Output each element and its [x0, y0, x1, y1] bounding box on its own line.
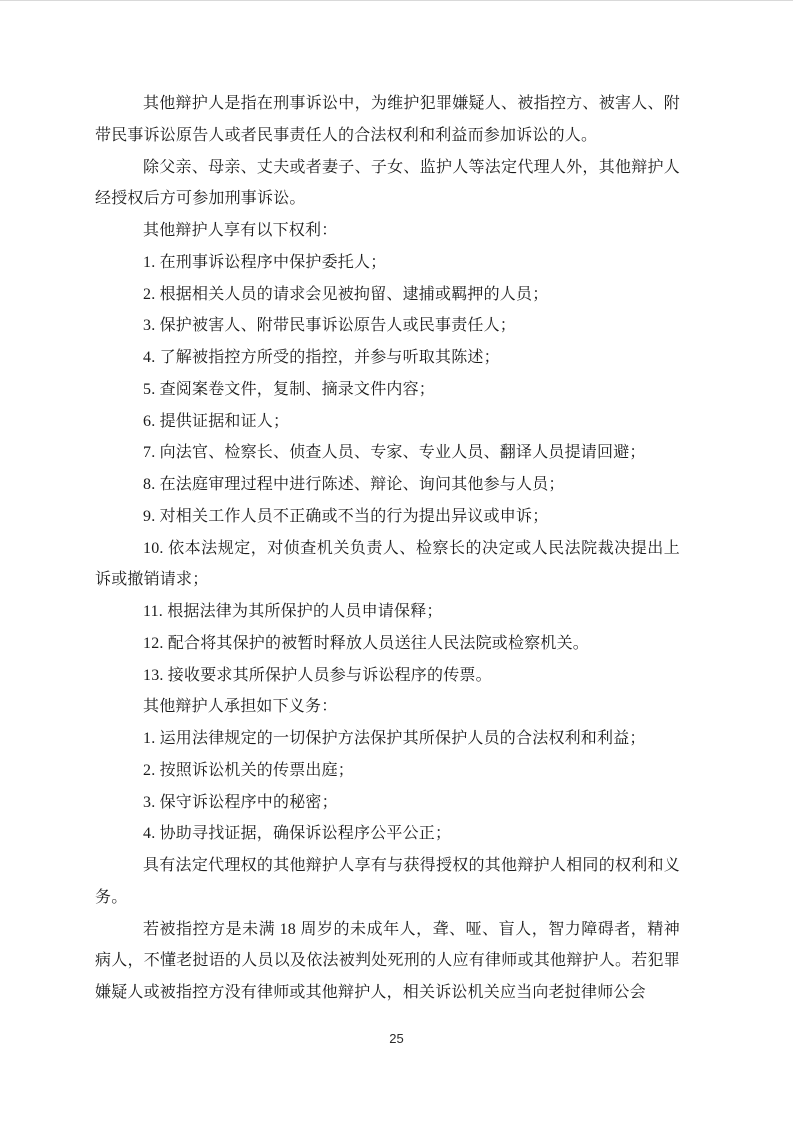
- rights-list-item-1: 1. 在刑事诉讼程序中保护委托人；: [143, 253, 387, 271]
- rights-list-item-4: 4. 了解被指控方所受的指控，并参与听取其陈述；: [143, 349, 500, 366]
- rights-list-item-13: 13. 接收要求其所保护人员参与诉讼程序的传票。: [143, 666, 492, 684]
- duties-list-item-2: 2. 按照诉讼机关的传票出庭；: [143, 761, 355, 779]
- rights-list-item-6: 6. 提供证据和证人；: [143, 412, 290, 430]
- rights-list: [95, 247, 680, 692]
- duties-list-item-1: 1. 运用法律规定的一切保护方法保护其所保护人员的合法权利和利益；: [143, 730, 646, 747]
- rights-list-item-9: 9. 对相关工作人员不正确或不当的行为提出异议或申诉；: [143, 507, 549, 525]
- rights-heading: 其他辩护人享有以下权利：: [143, 222, 338, 239]
- closing-paragraphs-item-2: 若被指控方是未满 18 周岁的未成年人，聋、哑、盲人，智力障碍者，精神病人，不懂老挝语的人员以及依法被判处死刑的人应有律师或其他辩护人。若犯罪嫌疑人或被指控方没有律师或其他辩护人，相关诉讼机关应当向老挝律师公会: [95, 920, 680, 1001]
- duties-list: [95, 723, 680, 850]
- rights-list-item-5: 5. 查阅案卷文件，复制、摘录文件内容；: [143, 380, 436, 398]
- rights-list-item-11: 11. 根据法律为其所保护的人员申请保释；: [143, 603, 443, 620]
- rights-list-item-3: 3. 保护被害人、附带民事诉讼原告人或民事责任人；: [143, 317, 517, 335]
- intro-paragraphs-item-1: 其他辩护人是指在刑事诉讼中，为维护犯罪嫌疑人、被指控方、被害人、附带民事诉讼原告人或者民事责任人的合法权利和利益而参加诉讼的人。: [95, 95, 680, 144]
- page-number: 25: [389, 1031, 404, 1046]
- duties-list-item-3: 3. 保守诉讼程序中的秘密；: [143, 793, 338, 811]
- intro-paragraphs: [95, 88, 680, 215]
- rights-list-item-10: 10. 依本法规定，对侦查机关负责人、检察长的决定或人民法院裁决提出上诉或撤销请求；: [95, 539, 680, 589]
- page-body: [95, 88, 680, 1009]
- rights-list-item-8: 8. 在法庭审理过程中进行陈述、辩论、询问其他参与人员；: [143, 476, 565, 493]
- rights-list-item-7: 7. 向法官、检察长、侦查人员、专家、专业人员、翻译人员提请回避；: [143, 444, 646, 462]
- intro-paragraphs-item-2: 除父亲、母亲、丈夫或者妻子、子女、监护人等法定代理人外，其他辩护人经授权后方可参加刑事诉讼。: [95, 158, 680, 208]
- duties-heading: 其他辩护人承担如下义务：: [143, 698, 338, 716]
- closing-paragraphs-item-1: 具有法定代理权的其他辩护人享有与获得授权的其他辩护人相同的权利和义务。: [95, 857, 680, 906]
- rights-list-item-12: 12. 配合将其保护的被暂时释放人员送往人民法院或检察机关。: [143, 634, 590, 652]
- rights-list-item-2: 2. 根据相关人员的请求会见被拘留、逮捕或羁押的人员；: [143, 285, 549, 303]
- closing-paragraphs: [95, 850, 680, 1009]
- duties-list-item-4: 4. 协助寻找证据，确保诉讼程序公平公正；: [143, 825, 452, 843]
